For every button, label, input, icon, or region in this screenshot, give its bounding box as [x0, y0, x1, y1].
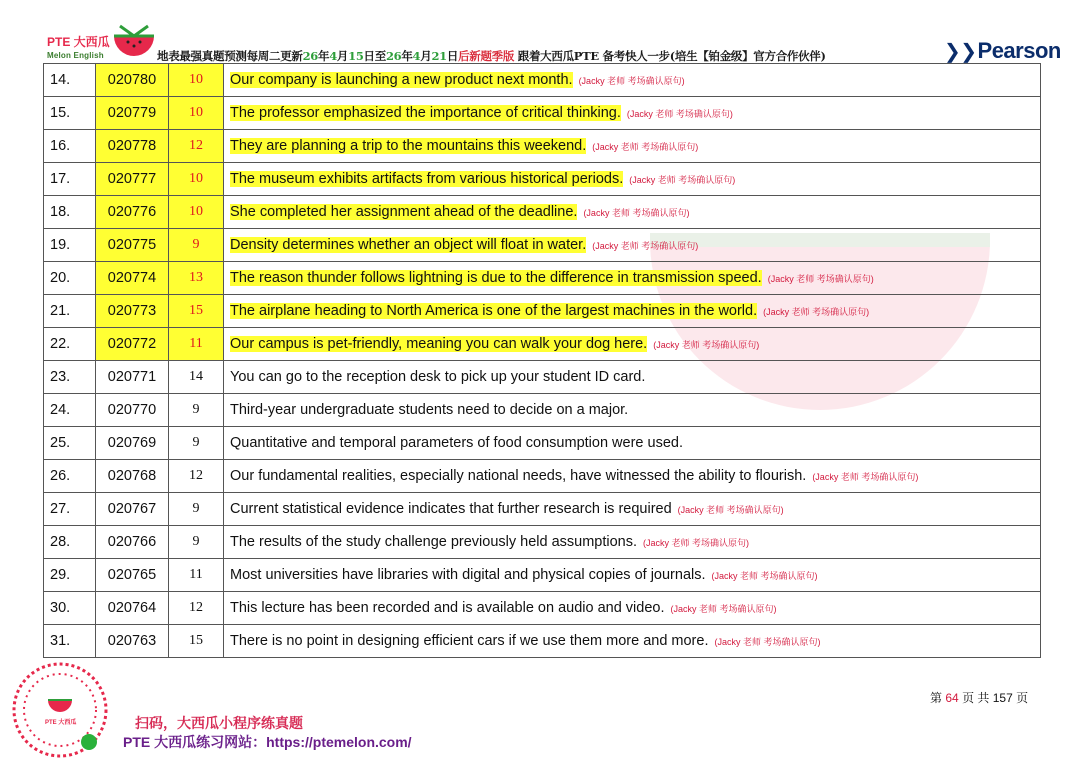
- word-count: 10: [169, 163, 224, 196]
- sentence-cell: [224, 625, 1041, 658]
- sentence-cell: [224, 394, 1041, 427]
- sentence-cell: [224, 526, 1041, 559]
- page-mid: 页 共: [962, 691, 990, 705]
- row-number: 29.: [44, 559, 96, 592]
- row-number: 15.: [44, 97, 96, 130]
- question-code: 020765: [96, 559, 169, 592]
- question-code: 020775: [96, 229, 169, 262]
- question-code: 020767: [96, 493, 169, 526]
- question-code: 020771: [96, 361, 169, 394]
- table-row: [44, 295, 1041, 328]
- question-code: 020778: [96, 130, 169, 163]
- sentence-text: She completed her assignment ahead of the deadline.: [230, 204, 578, 220]
- row-number: 27.: [44, 493, 96, 526]
- table-row: [44, 460, 1041, 493]
- banner-month-end: 4: [412, 49, 421, 63]
- table-row: [44, 493, 1041, 526]
- teacher-note: (Jacky 老师 考场确认原句): [592, 142, 699, 152]
- teacher-note: (Jacky 老师 考场确认原句): [812, 472, 919, 482]
- sentence-text: Our campus is pet-friendly, meaning you can walk your dog here.: [230, 336, 648, 352]
- table-row: [44, 526, 1041, 559]
- pearson-logo: [944, 38, 1061, 64]
- sentence-cell: [224, 97, 1041, 130]
- banner-to: 日至: [363, 49, 386, 63]
- banner-year-start: 26: [302, 49, 319, 63]
- table-row: [44, 196, 1041, 229]
- row-number: 21.: [44, 295, 96, 328]
- page-header: [0, 0, 1080, 66]
- sentence-text: They are planning a trip to the mountains this weekend.: [230, 138, 587, 154]
- word-count: 15: [169, 625, 224, 658]
- row-number: 19.: [44, 229, 96, 262]
- word-count: 12: [169, 130, 224, 163]
- teacher-note: (Jacky 老师 考场确认原句): [767, 274, 874, 284]
- word-count: 9: [169, 229, 224, 262]
- question-code: 020773: [96, 295, 169, 328]
- website-label: PTE 大西瓜练习网站：: [123, 734, 267, 750]
- banner-year-unit: 年: [318, 49, 330, 63]
- word-count: 9: [169, 394, 224, 427]
- row-number: 20.: [44, 262, 96, 295]
- sentence-text: You can go to the reception desk to pick up your student ID card.: [230, 369, 646, 385]
- banner-month-unit-2: 月: [420, 49, 432, 63]
- sentence-text: Current statistical evidence indicates that further research is required: [230, 501, 672, 517]
- banner-tagline: 跟着大西瓜PTE 备考快人一步(培生【铂金级】官方合作伙伴): [517, 49, 826, 63]
- word-count: 9: [169, 493, 224, 526]
- word-count: 12: [169, 592, 224, 625]
- sentence-cell: [224, 196, 1041, 229]
- row-number: 30.: [44, 592, 96, 625]
- sentence-text: There is no point in designing efficient cars if we use them more and more.: [230, 633, 709, 649]
- banner-month-unit: 月: [336, 49, 349, 63]
- row-number: 23.: [44, 361, 96, 394]
- teacher-note: (Jacky 老师 考场确认原句): [626, 109, 733, 119]
- table-row: [44, 328, 1041, 361]
- sentence-text: Density determines whether an object will float in water.: [230, 237, 587, 253]
- table-row: [44, 130, 1041, 163]
- word-count: 10: [169, 97, 224, 130]
- word-count: 14: [169, 361, 224, 394]
- questions-table-body: [44, 64, 1041, 658]
- word-count: 11: [169, 559, 224, 592]
- teacher-note: (Jacky 老师 考场确认原句): [592, 241, 699, 251]
- sentence-cell: [224, 460, 1041, 493]
- table-row: [44, 229, 1041, 262]
- table-row: [44, 163, 1041, 196]
- banner-day-unit: 日: [446, 49, 459, 63]
- row-number: 18.: [44, 196, 96, 229]
- page-suffix: 页: [1016, 691, 1029, 705]
- question-code: 020770: [96, 394, 169, 427]
- question-code: 020768: [96, 460, 169, 493]
- question-code: 020779: [96, 97, 169, 130]
- teacher-note: (Jacky 老师 考场确认原句): [711, 571, 818, 581]
- page-number: [930, 689, 1028, 706]
- row-number: 14.: [44, 64, 96, 97]
- banner-year-end: 26: [385, 49, 402, 63]
- word-count: 10: [169, 64, 224, 97]
- sentence-text: The professor emphasized the importance of critical thinking.: [230, 105, 621, 121]
- word-count: 15: [169, 295, 224, 328]
- questions-table-wrap: [43, 63, 1041, 658]
- sentence-cell: [224, 130, 1041, 163]
- question-code: 020777: [96, 163, 169, 196]
- word-count: 11: [169, 328, 224, 361]
- sentence-text: Our company is launching a new product next month.: [230, 72, 573, 88]
- brand-logo: [47, 33, 110, 60]
- sentence-text: Our fundamental realities, especially national needs, have witnessed the ability to flourish.: [230, 468, 807, 484]
- teacher-note: (Jacky 老师 考场确认原句): [653, 340, 760, 350]
- banner-year-unit-2: 年: [401, 49, 413, 63]
- sentence-cell: [224, 559, 1041, 592]
- word-count: 10: [169, 196, 224, 229]
- sentence-text: Third-year undergraduate students need to decide on a major.: [230, 402, 629, 418]
- table-row: [44, 361, 1041, 394]
- qr-label: PTE 大西瓜: [45, 720, 77, 726]
- sentence-text: This lecture has been recorded and is available on audio and video.: [230, 600, 665, 616]
- sentence-cell: [224, 361, 1041, 394]
- question-code: 020776: [96, 196, 169, 229]
- table-row: [44, 427, 1041, 460]
- teacher-note: (Jacky 老师 考场确认原句): [583, 208, 690, 218]
- table-row: [44, 97, 1041, 130]
- sentence-text: The results of the study challenge previously held assumptions.: [230, 534, 638, 550]
- row-number: 22.: [44, 328, 96, 361]
- sentence-cell: [224, 493, 1041, 526]
- questions-table: [43, 63, 1041, 658]
- teacher-note: (Jacky 老师 考场确认原句): [643, 538, 750, 548]
- word-count: 13: [169, 262, 224, 295]
- row-number: 26.: [44, 460, 96, 493]
- teacher-note: (Jacky 老师 考场确认原句): [578, 76, 685, 86]
- table-row: [44, 625, 1041, 658]
- row-number: 17.: [44, 163, 96, 196]
- website-line: [119, 732, 412, 752]
- sentence-text: Most universities have libraries with digital and physical copies of journals.: [230, 567, 706, 583]
- teacher-note: (Jacky 老师 考场确认原句): [763, 307, 870, 317]
- sentence-cell: [224, 427, 1041, 460]
- word-count: 9: [169, 526, 224, 559]
- sentence-cell: [224, 64, 1041, 97]
- word-count: 12: [169, 460, 224, 493]
- row-number: 31.: [44, 625, 96, 658]
- teacher-note: (Jacky 老师 考场确认原句): [714, 637, 821, 647]
- question-code: 020774: [96, 262, 169, 295]
- page-current: 64: [945, 691, 959, 705]
- banner-month-start: 4: [329, 49, 337, 63]
- question-code: 020766: [96, 526, 169, 559]
- question-code: 020764: [96, 592, 169, 625]
- pearson-mark-icon: ❯❯: [944, 41, 977, 63]
- watermelon-icon: [112, 22, 156, 58]
- banner-day-end: 21: [431, 49, 447, 63]
- table-row: [44, 592, 1041, 625]
- sentence-cell: [224, 163, 1041, 196]
- sentence-text: The reason thunder follows lightning is due to the difference in transmission speed.: [230, 270, 762, 286]
- banner-day-start: 15: [348, 49, 364, 63]
- teacher-note: (Jacky 老师 考场确认原句): [677, 505, 784, 515]
- table-row: [44, 262, 1041, 295]
- table-row: [44, 559, 1041, 592]
- sentence-cell: [224, 592, 1041, 625]
- pearson-wordmark: Pearson: [977, 38, 1061, 63]
- website-link[interactable]: https://ptemelon.com/: [266, 734, 412, 750]
- sentence-text: The airplane heading to North America is one of the largest machines in the world.: [230, 303, 758, 319]
- header-banner: [157, 48, 826, 64]
- table-row: [44, 64, 1041, 97]
- question-code: 020763: [96, 625, 169, 658]
- row-number: 24.: [44, 394, 96, 427]
- brand-name: PTE 大西瓜: [47, 35, 110, 49]
- wechat-icon: [81, 734, 97, 750]
- scan-instruction: 扫码，大西瓜小程序练真题: [135, 715, 303, 731]
- teacher-note: (Jacky 老师 考场确认原句): [629, 175, 736, 185]
- sentence-cell: [224, 328, 1041, 361]
- row-number: 25.: [44, 427, 96, 460]
- sentence-cell: [224, 262, 1041, 295]
- sentence-text: Quantitative and temporal parameters of food consumption were used.: [230, 435, 683, 451]
- word-count: 9: [169, 427, 224, 460]
- page-prefix: 第: [930, 691, 943, 705]
- question-code: 020769: [96, 427, 169, 460]
- banner-text: 地表最强真题预测每周二更新: [157, 49, 303, 63]
- sentence-cell: [224, 295, 1041, 328]
- sentence-text: The museum exhibits artifacts from various historical periods.: [230, 171, 624, 187]
- table-row: [44, 394, 1041, 427]
- banner-new-season: 后新题季版: [458, 49, 515, 63]
- row-number: 16.: [44, 130, 96, 163]
- brand-subtitle: Melon English: [47, 51, 104, 60]
- teacher-note: (Jacky 老师 考场确认原句): [670, 604, 777, 614]
- row-number: 28.: [44, 526, 96, 559]
- question-code: 020772: [96, 328, 169, 361]
- sentence-cell: [224, 229, 1041, 262]
- question-code: 020780: [96, 64, 169, 97]
- page-total: 157: [992, 691, 1013, 705]
